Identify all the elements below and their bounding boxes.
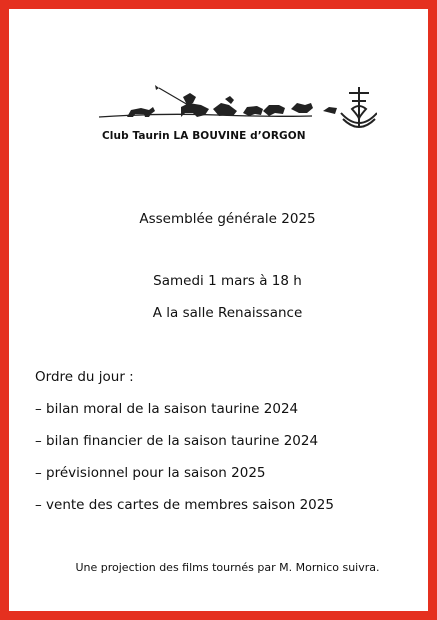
meeting-title: Assemblée générale 2025: [139, 211, 316, 227]
agenda-item: – vente des cartes de membres saison 2025: [35, 497, 334, 513]
footer-note: Une projection des films tournés par M. Mornico suivra.: [75, 561, 380, 574]
agenda-item: – bilan moral de la saison taurine 2024: [35, 401, 299, 417]
meeting-venue: A la salle Renaissance: [152, 305, 303, 321]
bull-riders-silhouette-icon: [97, 83, 377, 133]
agenda-item: – prévisionnel pour la saison 2025: [35, 465, 266, 481]
agenda-section: [35, 369, 334, 529]
agenda-item: – bilan financier de la saison taurine 2024: [35, 433, 319, 449]
agenda-title: Ordre du jour :: [35, 369, 134, 385]
agenda-list: [35, 401, 334, 529]
club-logo: [97, 83, 377, 155]
meeting-date: Samedi 1 mars à 18 h: [153, 273, 302, 289]
club-name: Club Taurin LA BOUVINE d’ORGON: [102, 130, 306, 142]
